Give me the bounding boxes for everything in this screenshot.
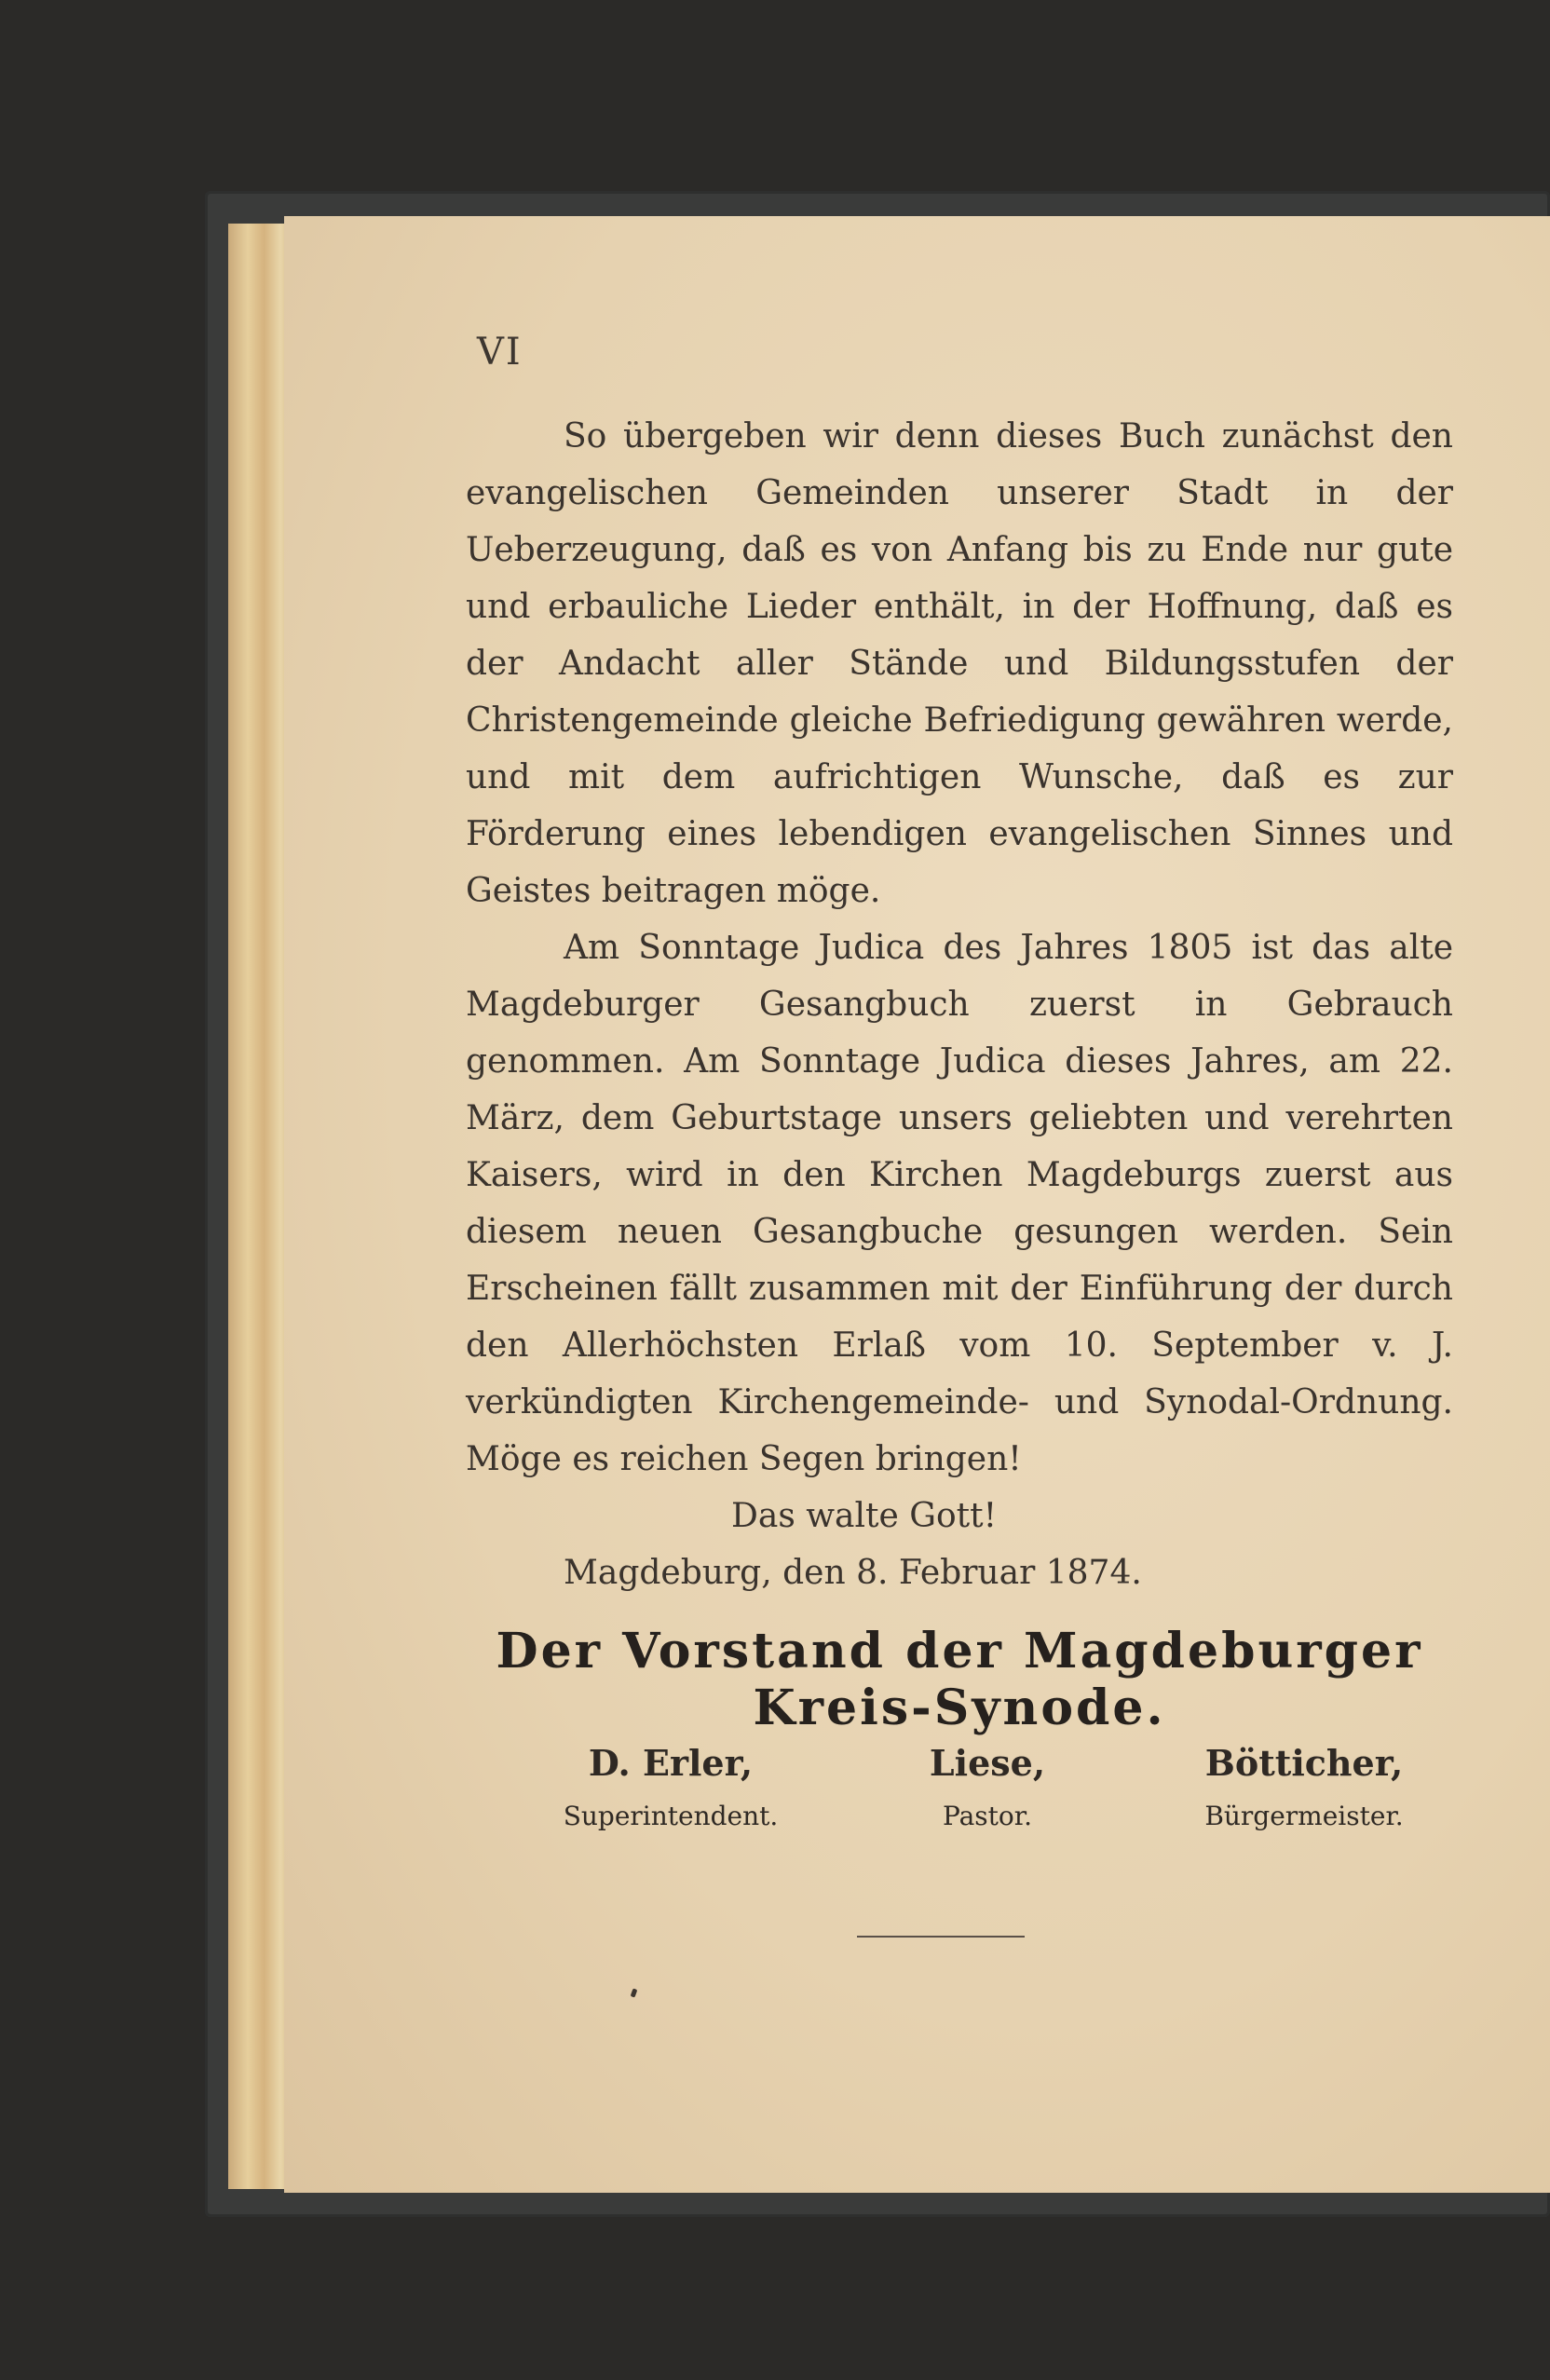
signatory-name: Liese, <box>929 1742 1046 1784</box>
date-line: Magdeburg, den 8. Februar 1874. <box>564 1554 1142 1592</box>
signatory-title: Superintendent. <box>563 1801 779 1831</box>
signatures <box>522 1742 1453 1831</box>
page-number: VI <box>477 331 523 374</box>
board-heading: Der Vorstand der Magdeburger Kreis-Synode. <box>496 1623 1423 1736</box>
signatory-title: Bürgermeister. <box>1204 1801 1404 1831</box>
signature-boetticher <box>1155 1742 1453 1831</box>
signatory-name: D. Erler, <box>588 1742 754 1784</box>
paragraph-1: So übergeben wir denn dieses Buch zunächst den evangelischen Gemeinden unserer Stadt in der Ueberzeugung, daß es von Anfang bis zu Ende nur gute und erbauliche Lieder enthält, in der Hoffnung, daß es der Andacht aller Stände und Bildungsstufen der Christengemeinde gleiche Befriedigung gewähren werde, und mit dem aufrichtigen Wunsche, daß es zur Förderung eines lebendigen evangelischen Sinnes und Geistes beitragen möge. <box>466 417 1453 910</box>
signature-erler <box>522 1742 820 1831</box>
signatory-name: Bötticher, <box>1204 1742 1404 1784</box>
preface-body <box>466 408 1453 1601</box>
paragraph-2: Am Sonntage Judica des Jahres 1805 ist das alte Magdeburger Gesangbuch zuerst in Gebrauch genommen. Am Sonntage Judica dieses Jahres, am 22. März, dem Geburtstage unsers geliebten und verehrten Kaisers, wird in den Kirchen Magdeburgs zuerst aus diesem neuen Gesangbuche gesungen werden. Sein Erscheinen fällt zusammen mit der Einführung der durch den Allerhöchsten Erlaß vom 10. September v. J. verkündigten Kirchengemeinde- und Synodal-Ordnung. Möge es reichen Segen bringen! <box>466 929 1453 1478</box>
signatory-title: Pastor. <box>943 1801 1032 1831</box>
closing-wish: Das walte Gott! <box>731 1497 998 1535</box>
closing-rule <box>857 1936 1025 1938</box>
signature-liese <box>838 1742 1136 1831</box>
